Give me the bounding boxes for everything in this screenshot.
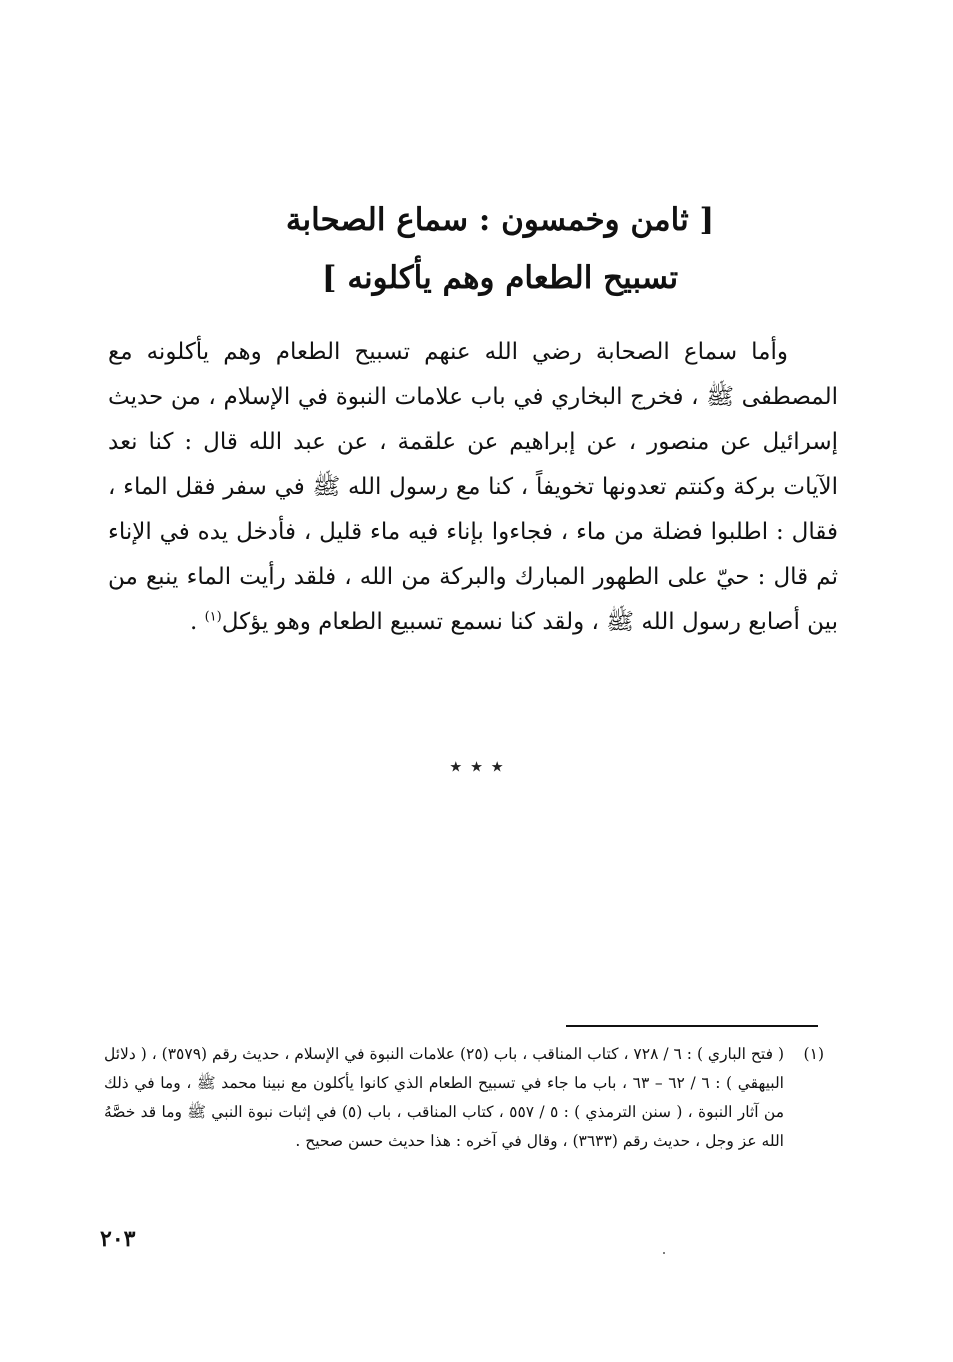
main-paragraph (108, 330, 838, 645)
footnote-text: ( فتح الباري ) : ٦ / ٧٢٨ ، كتاب المناقب ، باب (٢٥) علامات النبوة في الإسلام ، حديث رقم (٣٥٧٩) ، ( دلائل البيهقي ) : ٦ / ٦٢ – ٦٣ ، باب ما جاء في تسبيح الطعام الذي كانوا يأكلون مع نبينا محمد ﷺ ، وما في ذلك من آثار النبوة ، ( سنن الترمذي ) : ٥ / ٥٥٧ ، كتاب المناقب ، باب (٥) في إثبات نبوة النبي ﷺ وما قد خصَّهُ الله عز وجل ، حديث رقم (٣٦٣٣) ، وقال في آخره : هذا حديث حسن صحيح . (104, 1045, 785, 1150)
chapter-heading-line-1: [ ثامن وخمسون : سماع الصحابة (285, 202, 715, 238)
chapter-heading-line-2: تسبيح الطعام وهم يأكلونه ] (321, 260, 679, 296)
footnote-reference: (١) (204, 609, 222, 625)
scan-speck (663, 1252, 665, 1254)
footnote (104, 1040, 824, 1156)
paragraph-text (108, 330, 838, 645)
footnote-number: (١) (803, 1045, 824, 1063)
section-separator: ٭ ٭ ٭ (449, 752, 504, 780)
footnote-rule (566, 1025, 818, 1027)
page-number: ٢٠٣ (100, 1226, 136, 1252)
paragraph-body: وأما سماع الصحابة رضي الله عنهم تسبيح الطعام وهم يأكلونه مع المصطفى ﷺ ، فخرج البخاري في باب علامات النبوة في الإسلام ، من حديث إسرائيل عن منصور ، عن إبراهيم عن علقمة ، عن عبد الله قال : كنا نعد الآيات بركة وكنتم تعدونها تخويفاً ، كنا مع رسول الله ﷺ في سفر فقل الماء ، فقال : اطلبوا فضلة من ماء ، فجاءوا بإناء فيه ماء قليل ، فأدخل يده في الإناء ثم قال : حيّ على الطهور المبارك والبركة من الله ، فلقد رأيت الماء ينبع من بين أصابع رسول الله ﷺ ، ولقد كنا نسمع تسبيع الطعام وهو يؤكل (108, 339, 838, 635)
paragraph-end: . (189, 609, 205, 635)
